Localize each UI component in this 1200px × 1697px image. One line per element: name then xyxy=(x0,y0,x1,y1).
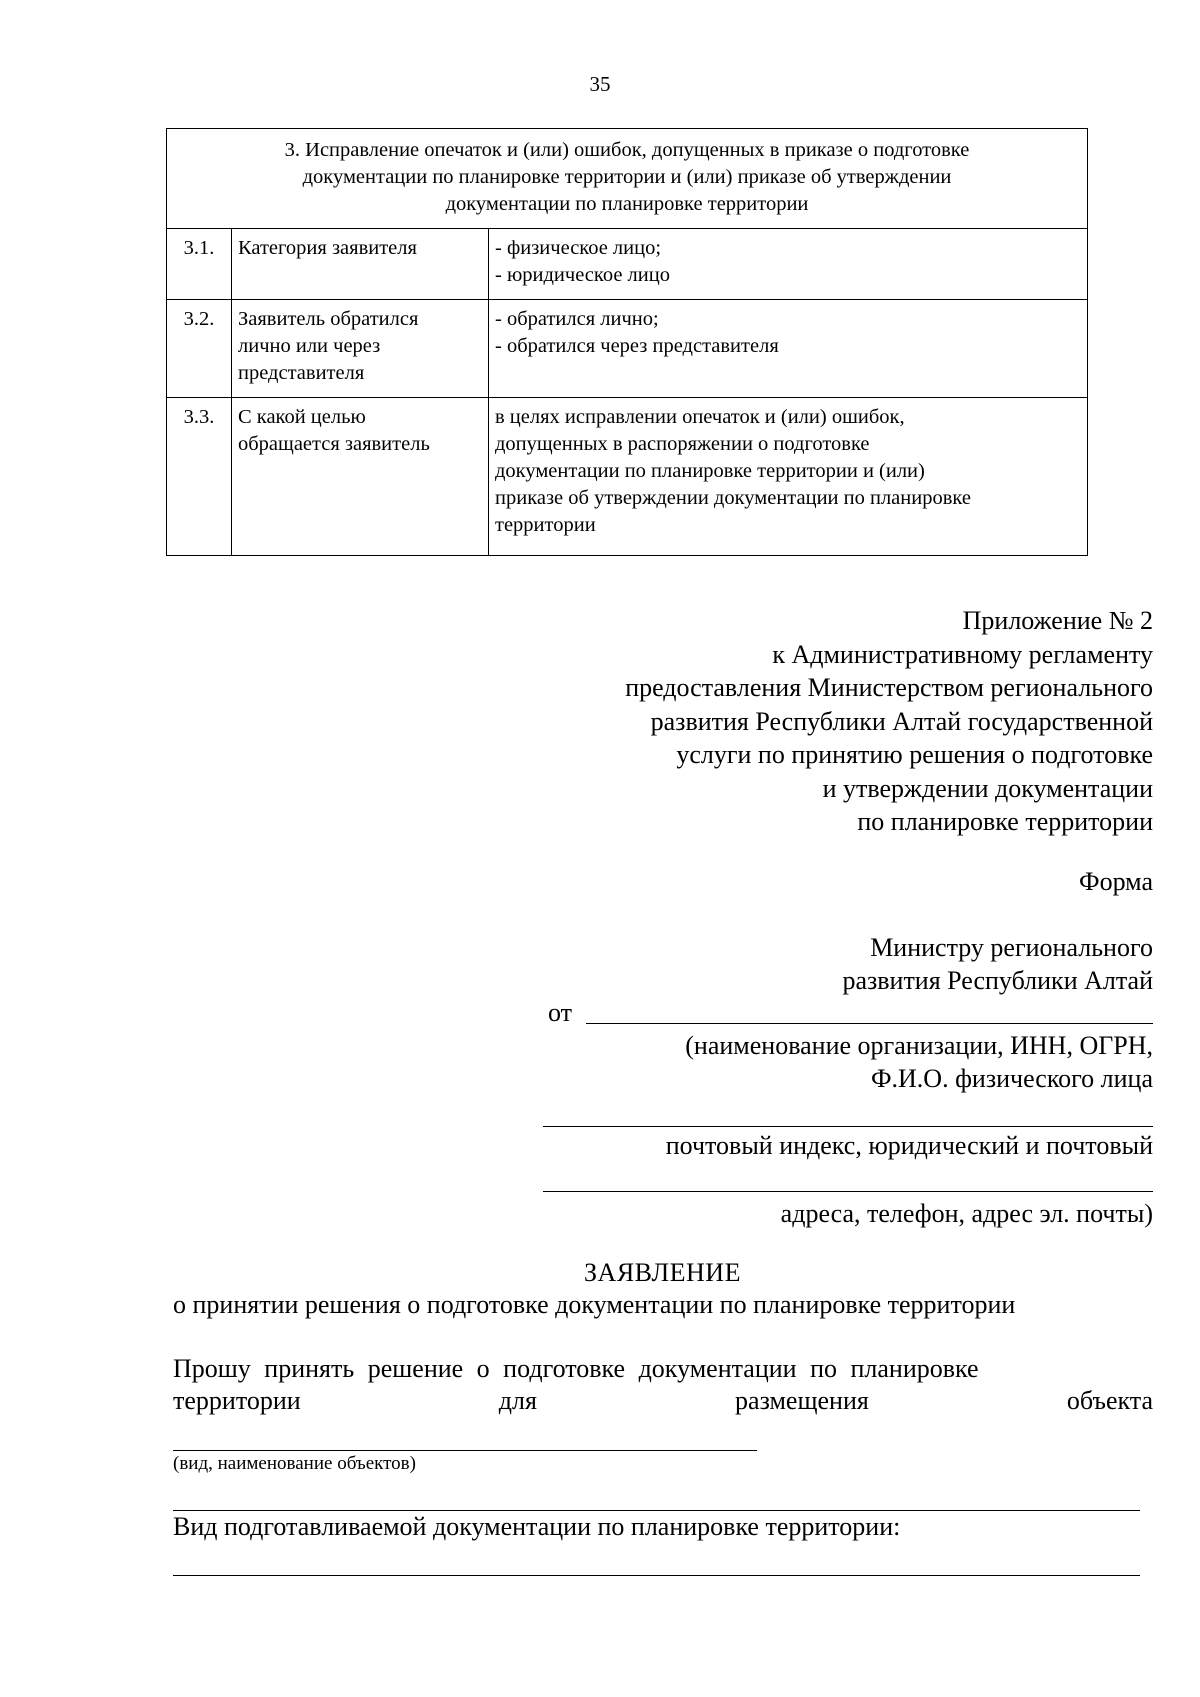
table-header-line: 3. Исправление опечаток и (или) ошибок, допущенных в приказе о подготовке xyxy=(284,139,970,161)
request-word: объекта xyxy=(1066,1386,1153,1415)
document-subtitle: о принятии решения о подготовке документации по планировке территории xyxy=(173,1290,1016,1319)
appendix-line: услуги по принятию решения о подготовке xyxy=(676,740,1153,769)
doc-type-field[interactable] xyxy=(173,1575,1140,1576)
applicant-hint-line: Ф.И.О. физического лица xyxy=(870,1064,1153,1093)
from-label: от xyxy=(548,998,573,1027)
question-line: обращается заявитель xyxy=(238,433,430,455)
appendix-line: развития Республики Алтай государственной xyxy=(650,706,1153,736)
answer-line: приказе об утверждении документации по планировке xyxy=(495,487,971,509)
table-row xyxy=(167,300,1088,398)
request-word: территории xyxy=(173,1386,301,1415)
recipient-line: Министру регионального xyxy=(870,933,1153,962)
appendix-line: и утверждении документации xyxy=(822,773,1153,803)
table-row xyxy=(167,398,1088,556)
address-field-2[interactable] xyxy=(543,1191,1153,1192)
appendix-line: предоставления Министерством регионального xyxy=(625,673,1153,702)
answer-line: в целях исправлении опечаток и (или) ошибок, xyxy=(495,406,905,428)
appendix-line: к Административному регламенту xyxy=(772,639,1153,669)
answer-line: допущенных в распоряжении о подготовке xyxy=(495,433,870,455)
request-word: для xyxy=(498,1386,537,1415)
applicant-name-field[interactable] xyxy=(586,1023,1153,1024)
object-hint: (вид, наименование объектов) xyxy=(173,1453,416,1474)
row-number: 3.3. xyxy=(167,398,232,556)
row-answer xyxy=(489,300,1088,398)
procedure-table xyxy=(166,128,1088,556)
table-header-cell xyxy=(167,129,1088,229)
answer-line: территории xyxy=(495,514,596,536)
answer-line: - обратился лично; xyxy=(495,308,659,330)
table-header-line: документации по планировке территории и (или) приказе об утверждении xyxy=(302,166,952,188)
answer-line: - физическое лицо; xyxy=(495,237,662,259)
address-hint-1: почтовый индекс, юридический и почтовый xyxy=(665,1131,1153,1160)
answer-line: документации по планировке территории и (или) xyxy=(495,460,925,482)
request-word: размещения xyxy=(735,1386,869,1415)
question-line: С какой целью xyxy=(238,406,366,428)
row-number: 3.2. xyxy=(167,300,232,398)
appendix-line: по планировке территории xyxy=(857,807,1153,836)
question-line: представителя xyxy=(238,362,365,384)
row-question xyxy=(232,398,489,556)
address-field-1[interactable] xyxy=(543,1126,1153,1127)
row-number: 3.1. xyxy=(167,229,232,300)
document-title: ЗАЯВЛЕНИЕ xyxy=(584,1258,741,1287)
question-line: лично или через xyxy=(238,335,381,357)
appendix-header xyxy=(625,604,1153,839)
applicant-hint xyxy=(685,1029,1153,1095)
object-name-field[interactable] xyxy=(173,1450,757,1451)
request-text-line-1: Прошу принять решение о подготовке документации по планировке xyxy=(173,1354,979,1383)
answer-line: - обратился через представителя xyxy=(495,335,779,357)
doc-type-label: Вид подготавливаемой документации по планировке территории: xyxy=(173,1512,901,1541)
row-answer xyxy=(489,229,1088,300)
page-number: 35 xyxy=(589,72,611,96)
row-question xyxy=(232,300,489,398)
applicant-hint-line: (наименование организации, ИНН, ОГРН, xyxy=(685,1031,1153,1060)
appendix-line: Приложение № 2 xyxy=(962,606,1153,635)
recipient-line: развития Республики Алтай xyxy=(842,966,1153,995)
address-hint-2: адреса, телефон, адрес эл. почты) xyxy=(780,1199,1153,1228)
row-answer xyxy=(489,398,1088,556)
question-line: Категория заявителя xyxy=(238,237,417,259)
row-question xyxy=(232,229,489,300)
request-text-line-2 xyxy=(173,1385,1153,1417)
form-label: Форма xyxy=(1079,867,1153,896)
table-row xyxy=(167,229,1088,300)
table-header-row xyxy=(167,129,1088,229)
question-line: Заявитель обратился xyxy=(238,308,419,330)
table-header-line: документации по планировке территории xyxy=(445,193,809,215)
recipient-block xyxy=(842,931,1153,997)
answer-line: - юридическое лицо xyxy=(495,264,670,286)
